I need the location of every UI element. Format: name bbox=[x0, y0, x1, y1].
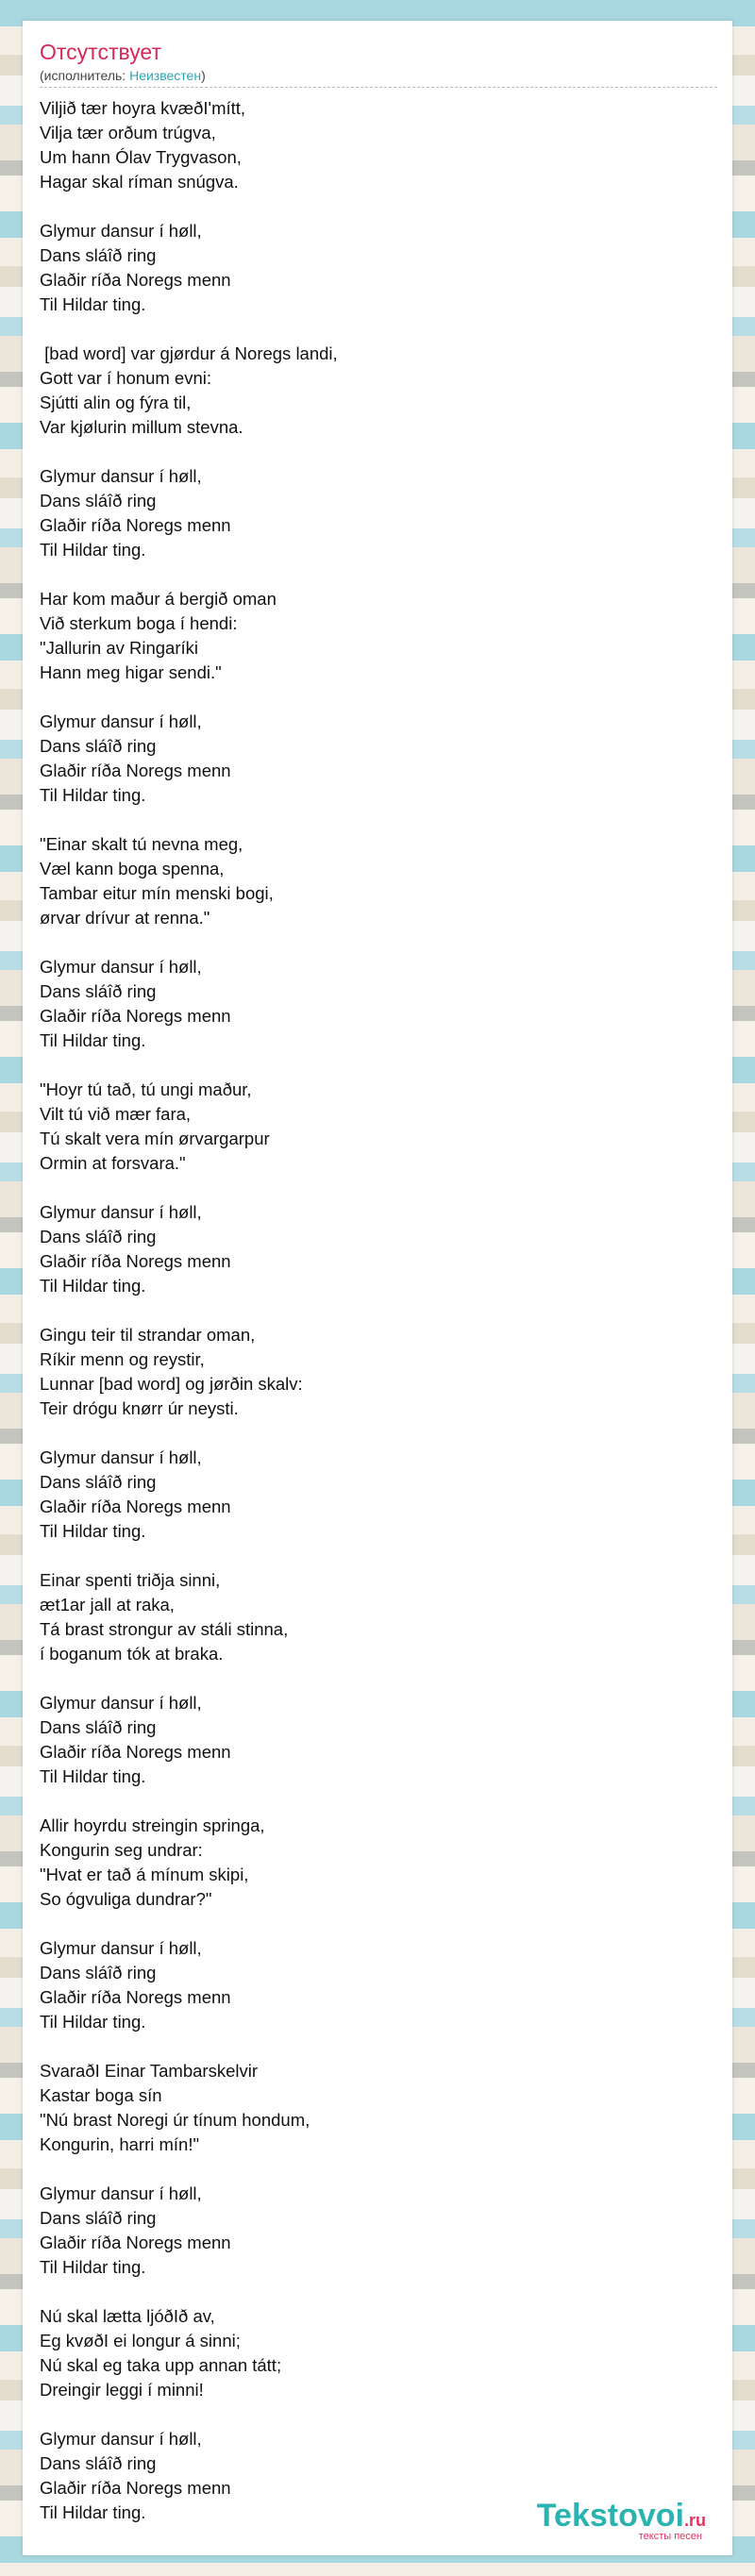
lyric-line: Dans sláîð ring bbox=[40, 245, 157, 265]
lyric-line: "Nú brast Noregi úr tínum hondum, bbox=[40, 2110, 310, 2130]
lyric-line: Glaðir ríða Noregs menn bbox=[40, 1006, 231, 1026]
lyric-line: Til Hildar ting. bbox=[40, 1276, 146, 1296]
lyric-line: Ormin at forsvara." bbox=[40, 1153, 186, 1173]
artist-link[interactable]: Неизвестен bbox=[129, 68, 202, 83]
lyric-line: Tá brast strongur av stáli stinna, bbox=[40, 1619, 289, 1639]
lyric-line: Glymur dansur í høll, bbox=[40, 2183, 202, 2203]
lyric-line: So ógvuliga dundrar?" bbox=[40, 1889, 212, 1909]
lyric-line: Eg kvøðI ei longur á sinni; bbox=[40, 2331, 241, 2350]
lyric-line: Glymur dansur í høll, bbox=[40, 1693, 202, 1713]
lyric-line: Glaðir ríða Noregs menn bbox=[40, 515, 231, 535]
lyric-line: æt1ar jall at raka, bbox=[40, 1595, 175, 1614]
stanza bbox=[40, 1078, 700, 1176]
lyric-line: Glymur dansur í høll, bbox=[40, 1447, 202, 1467]
lyric-line: Glaðir ríða Noregs menn bbox=[40, 2233, 231, 2252]
logo-tld: .ru bbox=[683, 2511, 706, 2530]
lyric-line: Hann meg higar sendi." bbox=[40, 662, 222, 682]
stanza bbox=[40, 2059, 700, 2157]
lyric-line: Dreingir leggi í minni! bbox=[40, 2380, 204, 2400]
lyric-line: Gingu teir til strandar oman, bbox=[40, 1325, 256, 1345]
lyric-line: Glymur dansur í høll, bbox=[40, 221, 202, 241]
lyric-line: Glaðir ríða Noregs menn bbox=[40, 761, 231, 780]
lyric-line: Glaðir ríða Noregs menn bbox=[40, 1987, 231, 2007]
lyric-line: Einar spenti triðja sinni, bbox=[40, 1570, 221, 1590]
lyric-line: Tú skalt vera mín ørvargarpur bbox=[40, 1129, 270, 1148]
lyric-line: Til Hildar ting. bbox=[40, 1521, 146, 1541]
lyric-line: Til Hildar ting. bbox=[40, 294, 146, 314]
stanza bbox=[40, 1814, 700, 1912]
site-logo[interactable] bbox=[537, 2498, 706, 2542]
stanza bbox=[40, 832, 700, 930]
lyric-line: Til Hildar ting. bbox=[40, 540, 146, 560]
lyric-line: Teir drógu knørr úr neysti. bbox=[40, 1398, 239, 1418]
lyric-line: Allir hoyrdu streingin springa, bbox=[40, 1815, 265, 1835]
lyric-line: Ríkir menn og reystir, bbox=[40, 1349, 205, 1369]
lyric-line: Glymur dansur í høll, bbox=[40, 711, 202, 731]
lyric-line: Glymur dansur í høll, bbox=[40, 957, 202, 977]
lyric-line: Vilt tú við mær fara, bbox=[40, 1104, 192, 1124]
header-divider bbox=[40, 87, 717, 88]
lyric-line: Glaðir ríða Noregs menn bbox=[40, 270, 231, 290]
lyric-line: [bad word] var gjørdur á Noregs landi, bbox=[40, 343, 338, 363]
lyric-line: Dans sláîð ring bbox=[40, 1472, 157, 1492]
stanza bbox=[40, 1323, 700, 1421]
lyric-line: Kongurin, harri mín!" bbox=[40, 2134, 200, 2154]
lyric-line: SvaraðI Einar Tambarskelvir bbox=[40, 2061, 258, 2081]
lyric-line: "Hvat er tað á mínum skipi, bbox=[40, 1865, 249, 1884]
lyric-line: Glymur dansur í høll, bbox=[40, 1202, 202, 1222]
stanza bbox=[40, 710, 700, 808]
lyric-line: Var kjølurin millum stevna. bbox=[40, 417, 243, 437]
logo-text: Tekstovoi bbox=[536, 2498, 684, 2534]
lyric-line: Dans sláîð ring bbox=[40, 981, 157, 1001]
stanza bbox=[40, 96, 700, 194]
lyric-line: Lunnar [bad word] og jørðin skalv: bbox=[40, 1374, 303, 1394]
stanza bbox=[40, 342, 700, 440]
stanza bbox=[40, 1568, 700, 1666]
lyric-line: Dans sláîð ring bbox=[40, 1227, 157, 1246]
lyric-line: Kongurin seg undrar: bbox=[40, 1840, 203, 1860]
lyrics-card bbox=[23, 21, 732, 2555]
lyric-line: Væl kann boga spenna, bbox=[40, 859, 225, 878]
lyric-line: Dans sláîð ring bbox=[40, 1717, 157, 1737]
lyric-line: Dans sláîð ring bbox=[40, 2453, 157, 2473]
lyric-line: Til Hildar ting. bbox=[40, 785, 146, 805]
stanza bbox=[40, 219, 700, 317]
lyric-line: Til Hildar ting. bbox=[40, 2502, 146, 2522]
stanza bbox=[40, 464, 700, 562]
artist-line bbox=[40, 68, 206, 83]
song-title: Отсутствует bbox=[40, 40, 161, 64]
lyric-line: Dans sláîð ring bbox=[40, 2208, 157, 2228]
stanza bbox=[40, 2182, 700, 2280]
lyric-line: Glaðir ríða Noregs menn bbox=[40, 1497, 231, 1516]
stanza bbox=[40, 955, 700, 1053]
lyric-line: Glymur dansur í høll, bbox=[40, 2429, 202, 2449]
lyric-line: Um hann Ólav Trygvason, bbox=[40, 147, 242, 167]
stanza bbox=[40, 1936, 700, 2034]
lyric-line: Við sterkum boga í hendi: bbox=[40, 613, 238, 633]
lyric-line: Hagar skal ríman snúgva. bbox=[40, 172, 239, 192]
stanza bbox=[40, 1691, 700, 1789]
lyric-line: í boganum tók at braka. bbox=[40, 1644, 224, 1664]
lyric-line: Nú skal lætta ljóðIð av, bbox=[40, 2306, 215, 2326]
lyric-line: "Jallurin av Ringaríki bbox=[40, 638, 198, 658]
lyric-line: Viljið tær hoyra kvæðI'mítt, bbox=[40, 98, 246, 118]
lyric-line: Har kom maður á bergið oman bbox=[40, 589, 277, 609]
lyric-line: Sjútti alin og fýra til, bbox=[40, 393, 192, 412]
stanza bbox=[40, 1200, 700, 1298]
lyric-line: ørvar drívur at renna." bbox=[40, 908, 210, 928]
lyric-line: Dans sláîð ring bbox=[40, 736, 157, 756]
stanza bbox=[40, 2304, 700, 2402]
lyric-line: Dans sláîð ring bbox=[40, 491, 157, 510]
lyric-line: Nú skal eg taka upp annan tátt; bbox=[40, 2355, 282, 2375]
lyric-line: "Hoyr tú tað, tú ungi maður, bbox=[40, 1079, 252, 1099]
lyric-line: Dans sláîð ring bbox=[40, 1963, 157, 1982]
lyric-line: Til Hildar ting. bbox=[40, 2257, 146, 2277]
lyric-line: Glaðir ríða Noregs menn bbox=[40, 1742, 231, 1762]
lyrics-text bbox=[40, 96, 700, 2550]
logo-tagline: тексты песен bbox=[638, 2531, 702, 2542]
lyric-line: Tambar eitur mín menski bogi, bbox=[40, 883, 274, 903]
lyric-line: Glymur dansur í høll, bbox=[40, 1938, 202, 1958]
stanza bbox=[40, 1446, 700, 1544]
artist-suffix: ) bbox=[201, 68, 206, 83]
lyric-line: "Einar skalt tú nevna meg, bbox=[40, 834, 243, 854]
lyric-line: Til Hildar ting. bbox=[40, 1030, 146, 1050]
stanza bbox=[40, 587, 700, 685]
lyric-line: Gott var í honum evni: bbox=[40, 368, 212, 388]
lyric-line: Glymur dansur í høll, bbox=[40, 466, 202, 486]
lyric-line: Til Hildar ting. bbox=[40, 2012, 146, 2032]
lyric-line: Glaðir ríða Noregs menn bbox=[40, 1251, 231, 1271]
lyric-line: Til Hildar ting. bbox=[40, 1766, 146, 1786]
lyric-line: Glaðir ríða Noregs menn bbox=[40, 2478, 231, 2498]
lyric-line: Kastar boga sín bbox=[40, 2085, 162, 2105]
artist-prefix: (исполнитель: bbox=[40, 68, 130, 83]
lyric-line: Vilja tær orðum trúgva, bbox=[40, 123, 216, 142]
